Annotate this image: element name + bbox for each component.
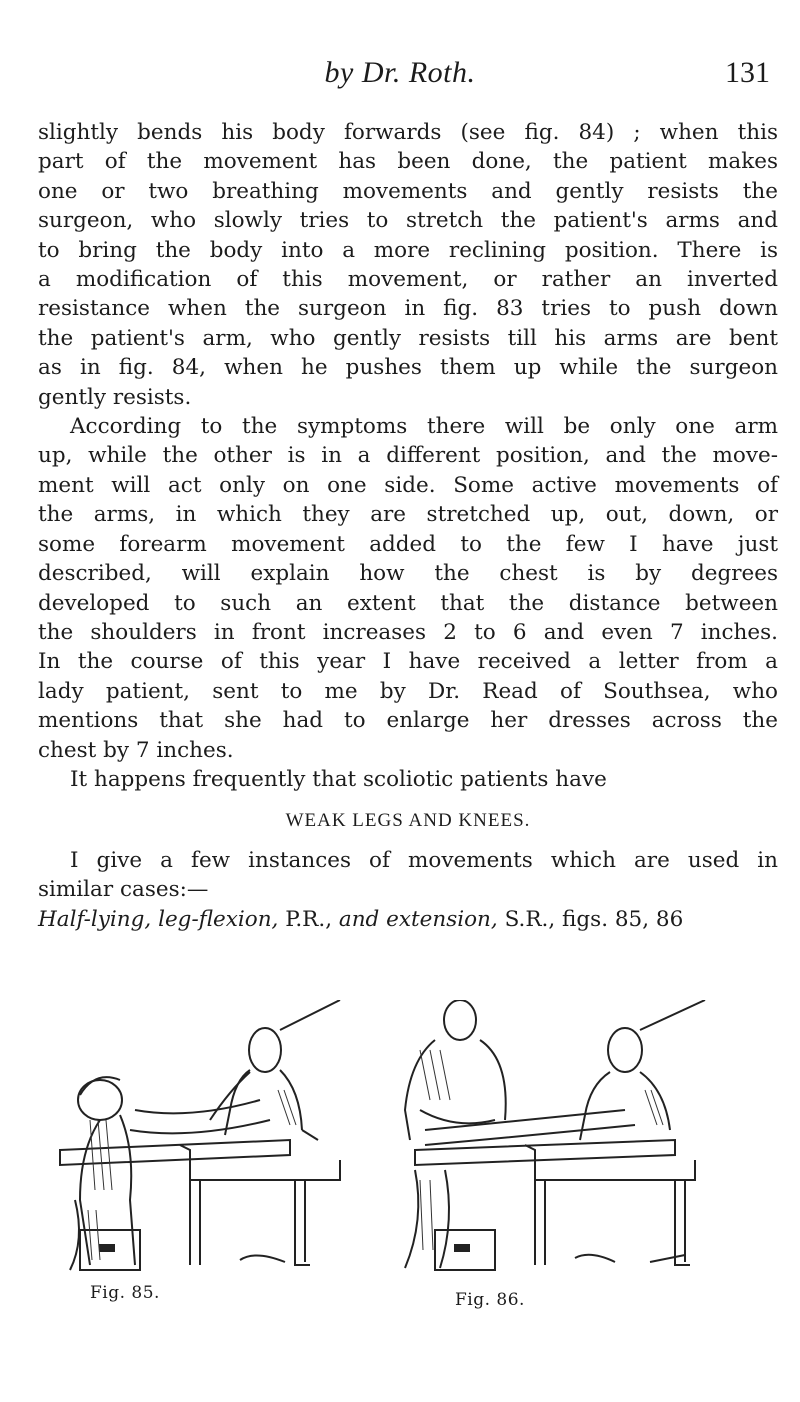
paragraph-3	[38, 765, 778, 794]
figure-86-illustration	[385, 1000, 715, 1280]
figure-86	[385, 1000, 715, 1310]
text-line: surgeon, who slowly tries to stretch the patient's arms and	[38, 208, 778, 234]
text-line	[38, 905, 778, 934]
text-line: a modification of this movement, or rather an inverted	[38, 267, 778, 293]
page-number: 131	[725, 56, 770, 89]
text-line: as in fig. 84, when he pushes them up while the surgeon	[38, 355, 778, 381]
text-line: the arms, in which they are stretched up, out, down, or	[38, 502, 778, 528]
caption-plain-2: S.R., figs. 85, 86	[497, 906, 684, 932]
text-line: I give a few instances of movements which are used in	[70, 847, 778, 873]
text-line: one or two breathing movements and gently resists the	[38, 178, 778, 204]
paragraph-4	[38, 846, 778, 905]
paragraph-2	[38, 412, 778, 765]
text-line: It happens frequently that scoliotic patients have	[70, 766, 607, 792]
page-header	[0, 56, 800, 96]
figure-reference-line	[38, 905, 778, 934]
text-line: gently resists.	[38, 384, 192, 410]
text-line: lady patient, sent to me by Dr. Read of Southsea, who	[38, 678, 778, 704]
running-head	[0, 56, 800, 90]
figure-85-label: Fig. 85.	[90, 1283, 160, 1303]
figures-area	[40, 1000, 770, 1310]
text-line: In the course of this year I have received a letter from a	[38, 649, 778, 675]
body-text	[38, 118, 778, 934]
figure-85	[40, 1000, 360, 1303]
text-line: developed to such an extent that the distance between	[38, 590, 778, 616]
text-line: slightly bends his body forwards (see fig. 84) ; when this	[38, 120, 778, 145]
running-head-by: by	[324, 56, 354, 89]
text-line: up, while the other is in a different position, and the move-	[38, 443, 778, 469]
text-line: described, will explain how the chest is by degrees	[38, 561, 778, 587]
text-line: According to the symptoms there will be only one arm	[70, 414, 778, 440]
text-line: similar cases:—	[38, 877, 209, 903]
caption-italic-1: Half-lying, leg-flexion,	[38, 906, 279, 932]
figure-86-label: Fig. 86.	[455, 1290, 525, 1310]
text-line: the patient's arm, who gently resists till his arms are bent	[38, 325, 778, 351]
section-heading: WEAK LEGS AND KNEES.	[285, 810, 531, 832]
text-line: chest by 7 inches.	[38, 737, 234, 763]
text-line: part of the movement has been done, the patient makes	[38, 149, 778, 175]
text-line: the shoulders in front increases 2 to 6 and even 7 inches.	[38, 619, 778, 645]
text-line: resistance when the surgeon in fig. 83 tries to push down	[38, 296, 778, 322]
caption-plain-1: P.R.,	[278, 906, 339, 932]
text-line: mentions that she had to enlarge her dresses across the	[38, 708, 778, 734]
figure-85-illustration	[40, 1000, 360, 1280]
paragraph-1	[38, 118, 778, 412]
caption-italic-2: and extension,	[338, 906, 498, 932]
text-line: to bring the body into a more reclining position. There is	[38, 237, 778, 263]
text-line: some forearm movement added to the few I have just	[38, 531, 778, 557]
text-line: ment will act only on one side. Some active movements of	[38, 472, 778, 498]
running-head-author: Dr. Roth.	[361, 56, 476, 89]
